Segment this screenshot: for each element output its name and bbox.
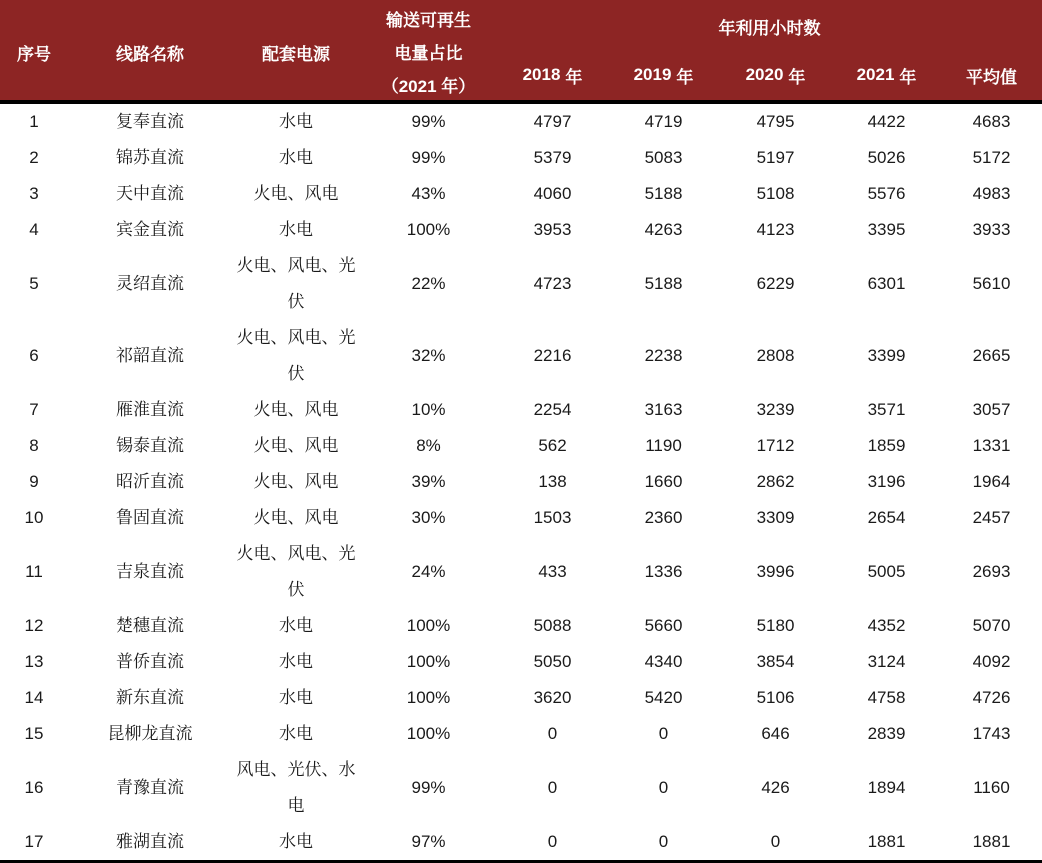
cell-hours-average: 2665 — [972, 346, 1011, 365]
cell-line-name: 雅湖直流 — [116, 832, 184, 851]
table-row — [0, 140, 1042, 176]
cell-hours-2018: 0 — [547, 778, 558, 797]
cell-power-source: 火电、风电 — [253, 508, 339, 527]
cell-serial: 14 — [24, 688, 44, 707]
cell-renewable-ratio: 10% — [411, 400, 446, 419]
cell-hours-2019: 1336 — [644, 562, 683, 581]
table-header — [0, 0, 1042, 104]
table-row — [0, 320, 1042, 392]
cell-serial: 8 — [29, 436, 39, 455]
year-unit: 年 — [676, 67, 694, 87]
cell-hours-average: 4726 — [972, 688, 1011, 707]
cell-hours-2018: 5088 — [533, 616, 572, 635]
cell-serial: 16 — [24, 778, 44, 797]
cell-hours-2019: 5188 — [644, 184, 683, 203]
cell-hours-2020: 3854 — [756, 652, 795, 671]
cell-hours-2020: 4123 — [756, 220, 795, 239]
cell-hours-2019: 0 — [658, 778, 669, 797]
cell-hours-average: 3057 — [972, 400, 1011, 419]
cell-renewable-ratio: 32% — [411, 346, 446, 365]
header-year-2019 — [608, 46, 719, 104]
table-row — [0, 212, 1042, 248]
cell-serial: 13 — [24, 652, 44, 671]
cell-hours-2021: 2839 — [867, 724, 906, 743]
cell-line-name: 昭沂直流 — [116, 472, 184, 491]
cell-serial: 7 — [29, 400, 39, 419]
cell-hours-2019: 5420 — [644, 688, 683, 707]
cell-hours-2020: 5180 — [756, 616, 795, 635]
cell-line-name: 复奉直流 — [116, 112, 184, 131]
header-renewable-ratio — [360, 0, 497, 104]
cell-power-source: 水电 — [279, 724, 313, 743]
header-year-2021 — [832, 46, 941, 104]
cell-hours-2020: 5197 — [756, 148, 795, 167]
header-serial: 序号 — [17, 44, 51, 64]
header-renewable-line-2: 电量占比 — [394, 43, 463, 63]
header-renewable-line-3: （2021 年） — [381, 76, 476, 96]
table-row — [0, 464, 1042, 500]
cell-hours-2020: 646 — [761, 724, 790, 743]
cell-power-source: 水电 — [279, 832, 313, 851]
header-average: 平均值 — [966, 67, 1017, 87]
cell-hours-2021: 1859 — [867, 436, 906, 455]
cell-serial: 4 — [29, 220, 39, 239]
cell-hours-2019: 0 — [658, 832, 669, 851]
year-number: 2018 — [522, 65, 561, 84]
cell-hours-2019: 5660 — [644, 616, 683, 635]
table-row — [0, 428, 1042, 464]
cell-renewable-ratio: 99% — [411, 112, 446, 131]
table-row — [0, 608, 1042, 644]
table-row — [0, 104, 1042, 140]
cell-serial: 12 — [24, 616, 44, 635]
cell-renewable-ratio: 43% — [411, 184, 446, 203]
table-row — [0, 824, 1042, 862]
cell-hours-2019: 5083 — [644, 148, 683, 167]
cell-hours-2019: 4340 — [644, 652, 683, 671]
cell-serial: 11 — [25, 562, 43, 581]
year-unit: 年 — [899, 67, 917, 87]
cell-hours-2020: 5106 — [756, 688, 795, 707]
cell-line-name: 祁韶直流 — [116, 346, 184, 365]
cell-line-name: 昆柳龙直流 — [107, 724, 193, 743]
cell-hours-average: 1743 — [972, 724, 1011, 743]
cell-renewable-ratio: 22% — [411, 274, 446, 293]
cell-serial: 10 — [24, 508, 44, 527]
cell-hours-2018: 5379 — [533, 148, 572, 167]
cell-hours-2019: 0 — [658, 724, 669, 743]
cell-hours-average: 5172 — [972, 148, 1011, 167]
cell-power-source: 水电 — [279, 148, 313, 167]
cell-hours-2018: 0 — [547, 832, 558, 851]
cell-hours-2019: 2238 — [644, 346, 683, 365]
cell-line-name: 锦苏直流 — [116, 148, 184, 167]
cell-renewable-ratio: 100% — [406, 724, 451, 743]
cell-hours-2018: 4060 — [533, 184, 572, 203]
cell-hours-2021: 1881 — [867, 832, 906, 851]
cell-hours-2020: 3239 — [756, 400, 795, 419]
cell-hours-2018: 4723 — [533, 274, 572, 293]
cell-line-name: 天中直流 — [116, 184, 184, 203]
cell-line-name: 雁淮直流 — [116, 400, 184, 419]
cell-hours-2019: 3163 — [644, 400, 683, 419]
year-number: 2020 — [745, 65, 784, 84]
cell-power-source: 水电 — [279, 112, 313, 131]
cell-hours-2021: 3196 — [867, 472, 906, 491]
cell-power-source: 水电 — [279, 616, 313, 635]
cell-hours-2021: 4352 — [867, 616, 906, 635]
cell-hours-2019: 4263 — [644, 220, 683, 239]
table-row — [0, 500, 1042, 536]
table-row — [0, 644, 1042, 680]
table-row — [0, 176, 1042, 212]
header-line-name: 线路名称 — [116, 44, 184, 64]
table-row — [0, 392, 1042, 428]
cell-hours-2018: 433 — [538, 562, 567, 581]
cell-power-source: 火电、风电 — [253, 436, 339, 455]
cell-hours-2021: 5005 — [867, 562, 906, 581]
table-row — [0, 248, 1042, 320]
cell-line-name: 普侨直流 — [116, 652, 184, 671]
cell-hours-2018: 562 — [538, 436, 567, 455]
year-unit: 年 — [565, 67, 583, 87]
cell-hours-2018: 4797 — [533, 112, 572, 131]
cell-line-name: 宾金直流 — [116, 220, 184, 239]
cell-hours-2021: 3399 — [867, 346, 906, 365]
cell-line-name: 锡泰直流 — [116, 436, 184, 455]
table-body-grid — [0, 104, 1042, 863]
cell-renewable-ratio: 39% — [411, 472, 446, 491]
cell-line-name: 鲁固直流 — [116, 508, 184, 527]
cell-hours-2020: 2808 — [756, 346, 795, 365]
cell-serial: 2 — [29, 148, 39, 167]
cell-hours-2021: 4758 — [867, 688, 906, 707]
cell-hours-average: 4092 — [972, 652, 1011, 671]
header-hours-group: 年利用小时数 — [718, 18, 821, 38]
cell-hours-average: 2693 — [972, 562, 1011, 581]
cell-renewable-ratio: 100% — [406, 616, 451, 635]
cell-hours-2018: 3953 — [533, 220, 572, 239]
cell-hours-2021: 4422 — [867, 112, 906, 131]
cell-hours-2020: 3996 — [756, 562, 795, 581]
cell-line-name: 楚穗直流 — [116, 616, 184, 635]
cell-hours-2021: 1894 — [867, 778, 906, 797]
year-number: 2019 — [633, 65, 672, 84]
cell-hours-average: 1331 — [972, 436, 1011, 455]
cell-renewable-ratio: 24% — [411, 562, 446, 581]
cell-hours-2018: 1503 — [533, 508, 572, 527]
cell-power-source: 水电 — [279, 688, 313, 707]
cell-hours-2018: 2216 — [533, 346, 572, 365]
cell-hours-2020: 2862 — [756, 472, 795, 491]
cell-renewable-ratio: 100% — [406, 652, 451, 671]
cell-hours-2018: 0 — [547, 724, 558, 743]
cell-hours-2021: 6301 — [867, 274, 906, 293]
cell-hours-2021: 2654 — [867, 508, 906, 527]
cell-hours-average: 1964 — [972, 472, 1011, 491]
cell-power-source: 火电、风电、光伏 — [236, 256, 356, 311]
cell-power-source: 火电、风电 — [253, 472, 339, 491]
table-row — [0, 752, 1042, 824]
cell-renewable-ratio: 99% — [411, 778, 446, 797]
cell-renewable-ratio: 97% — [411, 832, 446, 851]
cell-renewable-ratio: 30% — [411, 508, 446, 527]
header-year-2018 — [497, 46, 608, 104]
cell-hours-2019: 5188 — [644, 274, 683, 293]
table-body — [0, 104, 1042, 862]
cell-hours-2019: 2360 — [644, 508, 683, 527]
year-unit: 年 — [788, 67, 806, 87]
cell-renewable-ratio: 99% — [411, 148, 446, 167]
cell-renewable-ratio: 100% — [406, 688, 451, 707]
header-year-2020 — [719, 46, 832, 104]
cell-hours-2021: 5026 — [867, 148, 906, 167]
cell-hours-2020: 6229 — [756, 274, 795, 293]
cell-hours-2019: 1660 — [644, 472, 683, 491]
cell-hours-2018: 138 — [538, 472, 567, 491]
cell-line-name: 吉泉直流 — [116, 562, 184, 581]
cell-serial: 3 — [29, 184, 39, 203]
cell-hours-2020: 5108 — [756, 184, 795, 203]
cell-power-source: 火电、风电 — [253, 184, 339, 203]
cell-serial: 9 — [29, 472, 39, 491]
cell-hours-2021: 5576 — [867, 184, 906, 203]
cell-hours-average: 1881 — [972, 832, 1011, 851]
cell-hours-average: 4683 — [972, 112, 1011, 131]
header-power-source: 配套电源 — [262, 44, 330, 64]
table-row — [0, 680, 1042, 716]
header-renewable-line-1: 输送可再生 — [386, 10, 471, 30]
year-number: 2021 — [856, 65, 895, 84]
cell-hours-average: 2457 — [972, 508, 1011, 527]
cell-hours-2018: 2254 — [533, 400, 572, 419]
cell-hours-2020: 0 — [770, 832, 781, 851]
cell-hours-2018: 3620 — [533, 688, 572, 707]
cell-line-name: 灵绍直流 — [116, 274, 184, 293]
cell-hours-2020: 3309 — [756, 508, 795, 527]
cell-hours-2019: 4719 — [644, 112, 683, 131]
table-row — [0, 536, 1042, 608]
cell-renewable-ratio: 8% — [416, 436, 441, 455]
cell-serial: 17 — [24, 832, 44, 851]
cell-hours-average: 3933 — [972, 220, 1011, 239]
cell-hours-average: 5070 — [972, 616, 1011, 635]
cell-hours-average: 4983 — [972, 184, 1011, 203]
cell-hours-2021: 3395 — [867, 220, 906, 239]
cell-renewable-ratio: 100% — [406, 220, 451, 239]
cell-hours-2019: 1190 — [645, 436, 682, 455]
cell-hours-2021: 3124 — [867, 652, 906, 671]
cell-serial: 1 — [29, 112, 39, 131]
cell-hours-2020: 4795 — [756, 112, 795, 131]
cell-hours-2021: 3571 — [867, 400, 906, 419]
cell-power-source: 火电、风电、光伏 — [236, 328, 356, 383]
cell-power-source: 水电 — [279, 220, 313, 239]
cell-hours-2020: 426 — [761, 778, 790, 797]
cell-hours-average: 1160 — [973, 778, 1010, 797]
cell-power-source: 水电 — [279, 652, 313, 671]
cell-power-source: 风电、光伏、水电 — [236, 760, 356, 815]
table-row — [0, 716, 1042, 752]
cell-power-source: 火电、风电、光伏 — [236, 544, 356, 599]
cell-line-name: 青豫直流 — [116, 778, 184, 797]
cell-power-source: 火电、风电 — [253, 400, 339, 419]
cell-serial: 15 — [24, 724, 44, 743]
cell-hours-2020: 1712 — [756, 436, 795, 455]
cell-hours-average: 5610 — [972, 274, 1011, 293]
cell-line-name: 新东直流 — [116, 688, 184, 707]
cell-serial: 6 — [29, 346, 39, 365]
cell-hours-2018: 5050 — [533, 652, 572, 671]
cell-serial: 5 — [29, 274, 39, 293]
